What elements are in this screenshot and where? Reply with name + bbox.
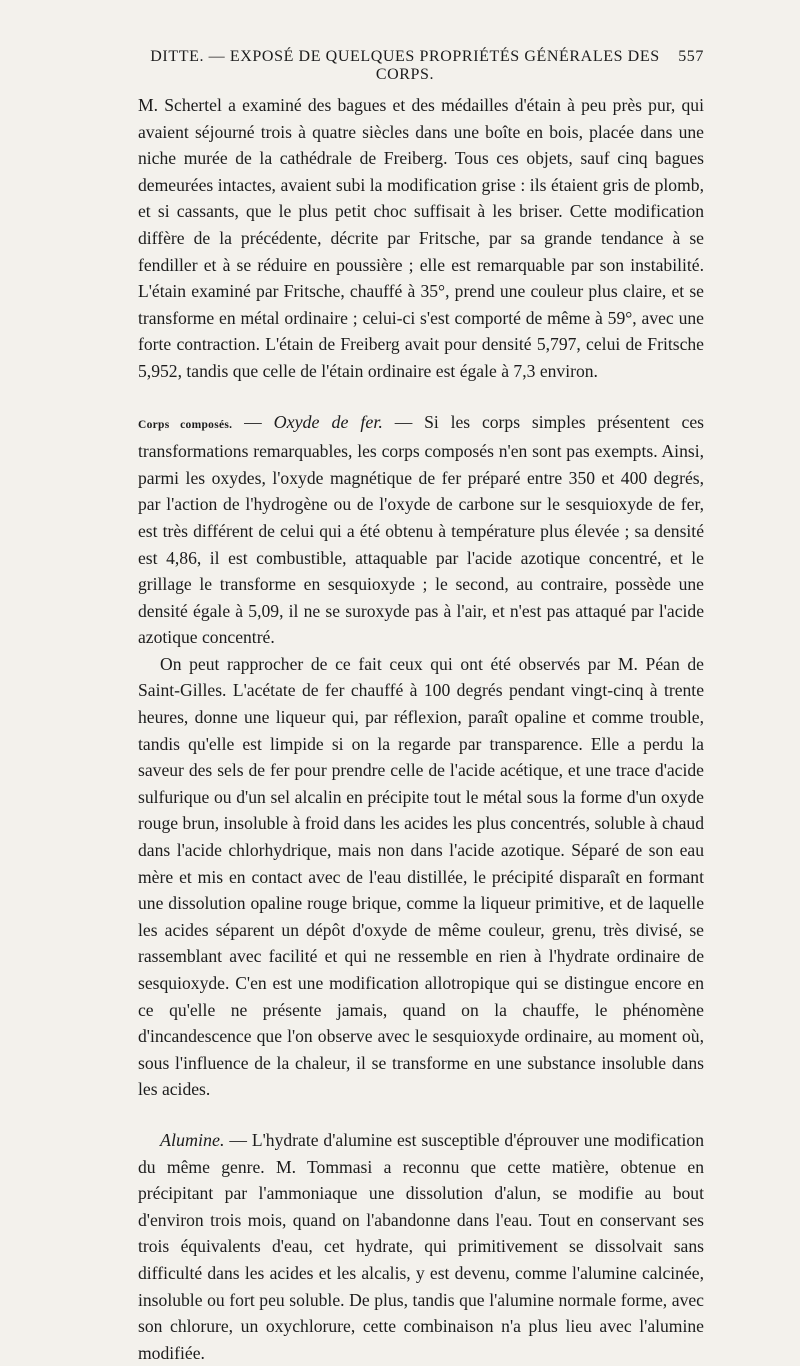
- paragraph-text: — Si les corps simples présentent ces transformations remarquables, les corps composés n'en sont pas exempts. Ainsi, parmi les oxydes, l'oxyde magnétique de fer préparé entre 350 et 400 degrés, par l'action de l'hydrogène ou de l'oxyde de carbone sur le sesquioxyde de fer, est très différent de celui qui a été obtenu à température plus élevée ; sa densité est 4,86, il est combustible, attaquable par l'acide azotique concentré, et le grillage le transforme en sesquioxyde ; le second, au contraire, possède une densité égale à 5,09, il ne se suroxyde pas à l'air, et n'est pas attaqué par l'acide azotique concentré.: [138, 411, 705, 648]
- paragraph-gap: [138, 385, 704, 409]
- paragraph-schertel-tin: M. Schertel a examiné des bagues et des médailles d'étain à peu près pur, qui avaient séjourné trois à quatre siècles dans une boîte en bois, placée dans une niche murée de la cathédrale de Freiberg. Tous ces objets, sauf cinq bagues demeurées intactes, avaient subi la modification grise : ils étaient gris de plomb, et si cassants, que le plus petit choc suffisait à les briser. Cette modification diffère de la précédente, décrite par Fritsche, par sa grande tendance à se fendiller et à se réduire en poussière ; elle est remarquable par son instabilité. L'étain examiné par Fritsche, chauffé à 35°, prend une couleur plus claire, et se transforme en métal ordinaire ; celui-ci s'est comporté de même à 59°, avec une forte contraction. L'étain de Freiberg avait pour densité 5,797, celui de Fritsche 5,952, tandis que celle de l'étain ordinaire est égale à 7,3 environ.: [138, 95, 704, 381]
- rubric-iron-oxide: Oxyde de fer.: [273, 411, 383, 432]
- paragraph-iron-oxide: [138, 409, 704, 651]
- section-sidenote: Corps composés.: [138, 418, 233, 431]
- paragraph-gap: [138, 1103, 704, 1127]
- running-header: [138, 48, 704, 84]
- dash: —: [232, 411, 274, 432]
- paragraph-alumina: [138, 1127, 704, 1366]
- paragraph-pean-de-saint-gilles: On peut rapprocher de ce fait ceux qui ont été observés par M. Péan de Saint-Gilles. L'acétate de fer chauffé à 100 degrés pendant vingt-cinq à trente heures, donne une liqueur qui, par réflexion, paraît opaline et comme trouble, tandis qu'elle est limpide si on la regarde par transparence. Elle a perdu la saveur des sels de fer pour prendre celle de l'acide acétique, et une trace d'acide sulfurique ou d'un sel alcalin en précipite tout le métal sous la forme d'un oxyde rouge brun, insoluble à froid dans les acides les plus concentrés, soluble à chaud dans l'acide chlorhydrique, mais non dans l'acide azotique. Séparé de son eau mère et mis en contact avec de l'eau distillée, le précipité disparaît en formant une dissolution opaline rouge brique, comme la liqueur primitive, et de laquelle les acides séparent un dépôt d'oxyde de même couleur, grenu, très divisé, se rassemblant avec facilité et qui ne ressemble en rien à l'hydrate ordinaire de sesquioxyde. C'en est une modification allotropique qui se distingue encore en ce qu'elle ne présente jamais, quand on la chauffe, le phénomène d'incandescence que l'on observe avec le sesquioxyde ordinaire, au moment où, sous l'influence de la chaleur, il se transforme en une substance insoluble dans les acides.: [138, 653, 704, 1100]
- running-title: DITTE. — EXPOSÉ DE QUELQUES PROPRIÉTÉS GÉNÉRALES DES CORPS.: [150, 48, 660, 83]
- paragraph-text: — L'hydrate d'alumine est susceptible d'éprouver une modification du même genre. M. Tommasi a reconnu que cette matière, obtenue en précipitant par l'ammoniaque une dissolution d'alun, se modifie au bout d'environ trois mois, quand on l'abandonne dans l'eau. Tout en conservant ses trois équivalents d'eau, cet hydrate, qui primitivement se dissolvait sans difficulté dans les acides et les alcalis, y est devenu, comme l'alumine calcinée, insoluble ou fort peu soluble. De plus, tandis que l'alumine normale forme, avec son chlorure, un oxychlorure, cette combinaison n'a plus lieu avec l'alumine modifiée.: [138, 1129, 704, 1363]
- page-number: 557: [678, 48, 704, 65]
- rubric-alumina: Alumine.: [160, 1129, 225, 1150]
